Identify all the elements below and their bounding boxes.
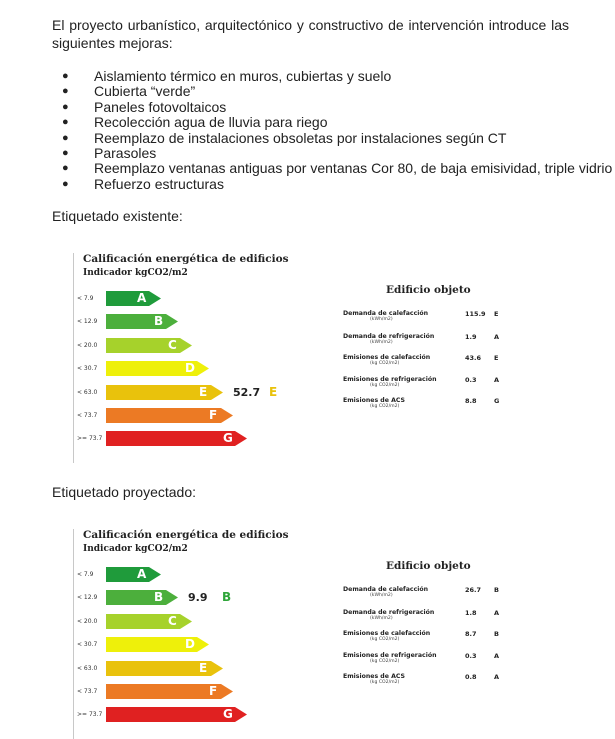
metric-value: 43.6 bbox=[465, 354, 482, 362]
metric-row bbox=[343, 652, 583, 670]
metric-value: 8.7 bbox=[465, 630, 477, 638]
metric-name: Emisiones de calefacción bbox=[343, 630, 431, 637]
metric-class: A bbox=[494, 333, 500, 341]
rating-bar-f bbox=[106, 684, 233, 699]
rating-bar-letter: G bbox=[223, 431, 233, 445]
improvements-list bbox=[57, 69, 612, 192]
metric-class: E bbox=[494, 354, 499, 362]
rating-bar-letter: E bbox=[199, 661, 208, 675]
rating-bar-letter: C bbox=[168, 338, 177, 352]
metric-row bbox=[343, 673, 583, 691]
certificate-subtitle: Indicador kgCO2/m2 bbox=[83, 544, 188, 554]
metric-name: Emisiones de ACS bbox=[343, 397, 405, 404]
metric-class: E bbox=[494, 310, 499, 318]
threshold-label: < 20.0 bbox=[77, 342, 98, 349]
bullet-icon: ● bbox=[62, 116, 69, 129]
metric-name: Emisiones de ACS bbox=[343, 673, 405, 680]
rating-bar-shape bbox=[106, 590, 178, 605]
metric-class: G bbox=[494, 397, 500, 405]
threshold-column bbox=[77, 253, 107, 463]
metric-value: 1.8 bbox=[465, 609, 477, 617]
list-item: ● Paneles fotovoltaicos bbox=[62, 98, 227, 115]
threshold-label: < 7.9 bbox=[77, 571, 94, 578]
list-item: ● Aislamiento térmico en muros, cubiertas y suelo bbox=[62, 68, 392, 84]
metric-row bbox=[343, 310, 583, 328]
rating-bar-shape bbox=[106, 567, 161, 582]
bullet-icon: ● bbox=[62, 70, 69, 82]
metric-row bbox=[343, 376, 583, 394]
metric-unit: (kWh/m2) bbox=[370, 317, 393, 322]
rating-bar-letter: D bbox=[185, 361, 195, 375]
metric-class: A bbox=[494, 673, 500, 681]
object-title: Edificio objeto bbox=[386, 560, 471, 572]
metric-unit: (kg CO2/m2) bbox=[370, 637, 400, 642]
list-item: ● Parasoles bbox=[62, 145, 157, 162]
metric-row bbox=[343, 586, 583, 604]
rating-bar-letter: C bbox=[168, 614, 177, 628]
rating-value: 52.7 bbox=[233, 386, 261, 399]
metric-unit: (kWh/m2) bbox=[370, 593, 393, 598]
rating-bar-shape bbox=[106, 291, 161, 306]
metric-name: Demanda de calefacción bbox=[343, 586, 429, 593]
metric-row bbox=[343, 333, 583, 351]
bullet-icon: ● bbox=[62, 162, 69, 175]
metric-unit: (kg CO2/m2) bbox=[370, 404, 400, 409]
threshold-column bbox=[77, 529, 107, 739]
metric-class: A bbox=[494, 376, 500, 384]
metric-unit: (kg CO2/m2) bbox=[370, 383, 400, 388]
rating-bar-letter: F bbox=[209, 684, 218, 698]
metric-value: 0.8 bbox=[465, 673, 477, 681]
rating-bar-b bbox=[106, 314, 178, 329]
projected-label-heading: Etiquetado proyectado: bbox=[52, 484, 196, 500]
list-item: ● Cubierta “verde” bbox=[62, 83, 196, 100]
threshold-label: < 12.9 bbox=[77, 318, 98, 325]
metric-class: A bbox=[494, 609, 500, 617]
certificate-border bbox=[73, 529, 74, 739]
existing-label-heading: Etiquetado existente: bbox=[52, 208, 183, 224]
projected-energy-certificate bbox=[73, 529, 593, 739]
rating-bar-d bbox=[106, 637, 209, 652]
metric-unit: (kg CO2/m2) bbox=[370, 680, 400, 685]
certificate-title: Calificación energética de edificios bbox=[83, 253, 289, 265]
list-item: ● Recolección agua de lluvia para riego bbox=[62, 114, 328, 131]
intro-paragraph: El proyecto urbanístico, arquitectónico y constructivo de intervención introduce las siguientes mejoras: bbox=[52, 17, 569, 51]
rating-bar-shape bbox=[106, 614, 192, 629]
metric-row bbox=[343, 630, 583, 648]
certificate-subtitle: Indicador kgCO2/m2 bbox=[83, 268, 188, 278]
rating-bar-e bbox=[106, 661, 223, 676]
rating-bar-c bbox=[106, 614, 192, 629]
list-item: ● Reemplazo de instalaciones obsoletas por instalaciones según CT bbox=[62, 129, 507, 146]
rating-scale bbox=[106, 253, 306, 463]
metric-value: 0.3 bbox=[465, 376, 477, 384]
certificate-title: Calificación energética de edificios bbox=[83, 529, 289, 541]
threshold-label: < 63.0 bbox=[77, 665, 98, 672]
metric-unit: (kWh/m2) bbox=[370, 340, 393, 345]
existing-energy-certificate bbox=[73, 253, 593, 463]
metric-row bbox=[343, 397, 583, 415]
rating-bar-shape bbox=[106, 314, 178, 329]
list-item: ● Refuerzo estructuras bbox=[62, 175, 224, 192]
threshold-label: < 73.7 bbox=[77, 688, 98, 695]
metric-name: Emisiones de refrigeración bbox=[343, 652, 437, 659]
threshold-label: < 12.9 bbox=[77, 594, 98, 601]
rating-bar-letter: A bbox=[137, 291, 147, 305]
rating-bar-letter: D bbox=[185, 637, 195, 651]
bullet-icon: ● bbox=[62, 100, 69, 113]
rating-value-class: B bbox=[222, 590, 232, 604]
metric-unit: (kWh/m2) bbox=[370, 616, 393, 621]
threshold-label: < 30.7 bbox=[77, 641, 98, 648]
rating-bar-a bbox=[106, 291, 161, 306]
metric-value: 0.3 bbox=[465, 652, 477, 660]
metric-unit: (kg CO2/m2) bbox=[370, 659, 400, 664]
metric-value: 1.9 bbox=[465, 333, 477, 341]
rating-bar-letter: A bbox=[137, 567, 147, 581]
rating-bar-a bbox=[106, 567, 161, 582]
metric-name: Demanda de refrigeración bbox=[343, 333, 435, 340]
rating-bar-letter: E bbox=[199, 385, 208, 399]
metric-value: 115.9 bbox=[465, 310, 486, 318]
rating-bar-d bbox=[106, 361, 209, 376]
metric-name: Emisiones de calefacción bbox=[343, 354, 431, 361]
bullet-icon: ● bbox=[62, 85, 69, 98]
rating-bar-g bbox=[106, 707, 247, 722]
object-title: Edificio objeto bbox=[386, 284, 471, 296]
rating-scale bbox=[106, 529, 306, 739]
metric-class: B bbox=[494, 586, 499, 594]
metric-name: Demanda de refrigeración bbox=[343, 609, 435, 616]
rating-bar-letter: G bbox=[223, 707, 233, 721]
metric-class: A bbox=[494, 652, 500, 660]
metric-name: Demanda de calefacción bbox=[343, 310, 429, 317]
rating-bar-shape bbox=[106, 338, 192, 353]
rating-bar-b bbox=[106, 590, 178, 605]
metric-value: 8.8 bbox=[465, 397, 477, 405]
rating-bar-c bbox=[106, 338, 192, 353]
threshold-label: < 63.0 bbox=[77, 389, 98, 396]
metric-name: Emisiones de refrigeración bbox=[343, 376, 437, 383]
bullet-icon: ● bbox=[62, 131, 69, 144]
bullet-icon: ● bbox=[62, 177, 69, 190]
rating-bar-letter: B bbox=[154, 590, 164, 604]
threshold-label: >= 73.7 bbox=[77, 435, 103, 442]
rating-bar-f bbox=[106, 408, 233, 423]
metric-row bbox=[343, 609, 583, 627]
rating-value: 9.9 bbox=[188, 591, 208, 604]
rating-value-class: E bbox=[269, 385, 278, 399]
rating-bar-e bbox=[106, 385, 223, 400]
threshold-label: < 73.7 bbox=[77, 412, 98, 419]
rating-bar-g bbox=[106, 431, 247, 446]
list-item: ● Reemplazo ventanas antiguas por ventanas Cor 80, de baja emisividad, triple vidrio bbox=[62, 160, 613, 177]
bullet-icon: ● bbox=[62, 147, 69, 160]
threshold-label: >= 73.7 bbox=[77, 711, 103, 718]
certificate-border bbox=[73, 253, 74, 463]
threshold-label: < 7.9 bbox=[77, 295, 94, 302]
threshold-label: < 20.0 bbox=[77, 618, 98, 625]
metric-row bbox=[343, 354, 583, 372]
rating-bar-letter: B bbox=[154, 314, 164, 328]
metric-value: 26.7 bbox=[465, 586, 482, 594]
metric-class: B bbox=[494, 630, 499, 638]
rating-bar-letter: F bbox=[209, 408, 218, 422]
metric-unit: (kg CO2/m2) bbox=[370, 361, 400, 366]
threshold-label: < 30.7 bbox=[77, 365, 98, 372]
